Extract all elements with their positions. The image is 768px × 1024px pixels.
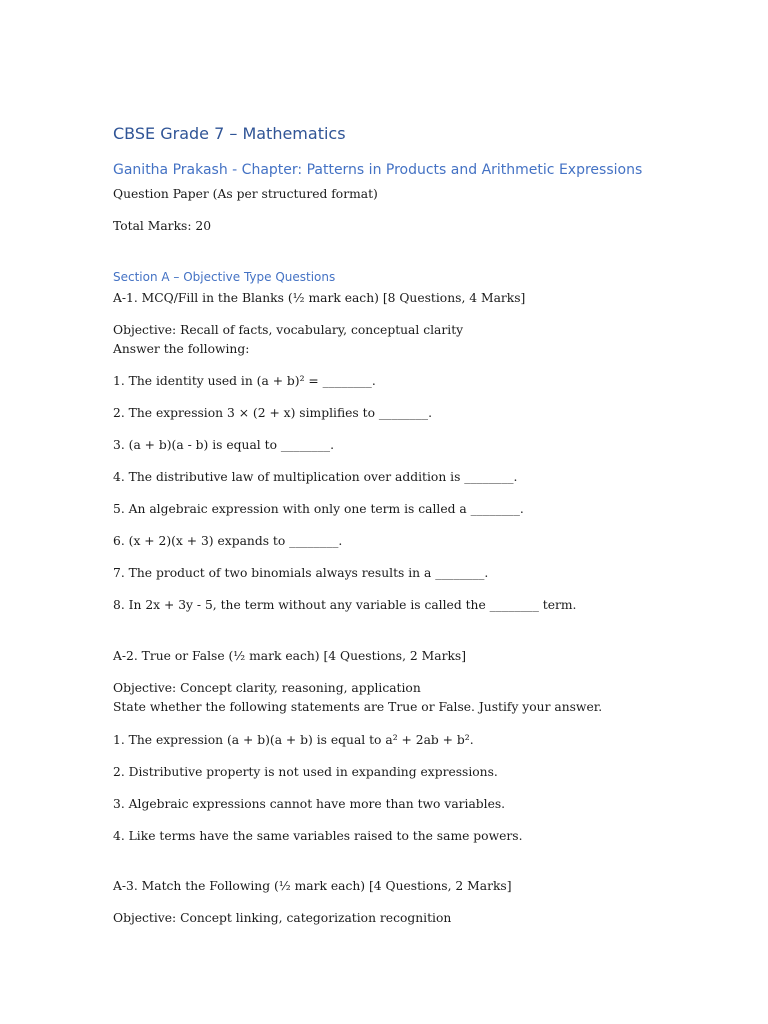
a1-question-2: 2. The expression 3 × (2 + x) simplifies to ________. <box>113 406 432 420</box>
a1-question-7: 7. The product of two binomials always results in a ________. <box>113 566 489 580</box>
a2-question-1: 1. The expression (a + b)(a + b) is equal to a² + 2ab + b². <box>113 733 474 747</box>
chapter-subtitle: Ganitha Prakash - Chapter: Patterns in Products and Arithmetic Expressions <box>113 162 643 178</box>
a3-objective: Objective: Concept linking, categorization recognition <box>113 911 452 925</box>
a1-question-8: 8. In 2x + 3y - 5, the term without any variable is called the ________ term. <box>113 598 577 612</box>
a1-question-6: 6. (x + 2)(x + 3) expands to ________. <box>113 534 343 548</box>
paper-type: Question Paper (As per structured format) <box>113 187 378 201</box>
a1-question-5: 5. An algebraic expression with only one term is called a ________. <box>113 502 524 516</box>
a2-question-4: 4. Like terms have the same variables raised to the same powers. <box>113 829 523 843</box>
document-title: CBSE Grade 7 – Mathematics <box>113 124 346 143</box>
a1-heading: A-1. MCQ/Fill in the Blanks (½ mark each) [8 Questions, 4 Marks] <box>113 291 526 305</box>
a2-instruction: State whether the following statements are True or False. Justify your answer. <box>113 700 603 714</box>
a1-question-3: 3. (a + b)(a - b) is equal to ________. <box>113 438 334 452</box>
a3-heading: A-3. Match the Following (½ mark each) [4 Questions, 2 Marks] <box>113 879 512 893</box>
a1-question-1: 1. The identity used in (a + b)² = ________. <box>113 374 376 388</box>
a1-question-4: 4. The distributive law of multiplication over addition is ________. <box>113 470 518 484</box>
a2-heading: A-2. True or False (½ mark each) [4 Questions, 2 Marks] <box>113 649 467 663</box>
a2-objective: Objective: Concept clarity, reasoning, application <box>113 681 421 695</box>
a1-objective: Objective: Recall of facts, vocabulary, conceptual clarity <box>113 323 464 337</box>
a1-instruction: Answer the following: <box>113 342 250 356</box>
section-a-heading: Section A – Objective Type Questions <box>113 270 336 284</box>
a2-question-2: 2. Distributive property is not used in expanding expressions. <box>113 765 498 779</box>
a2-question-3: 3. Algebraic expressions cannot have more than two variables. <box>113 797 506 811</box>
total-marks: Total Marks: 20 <box>113 219 212 233</box>
